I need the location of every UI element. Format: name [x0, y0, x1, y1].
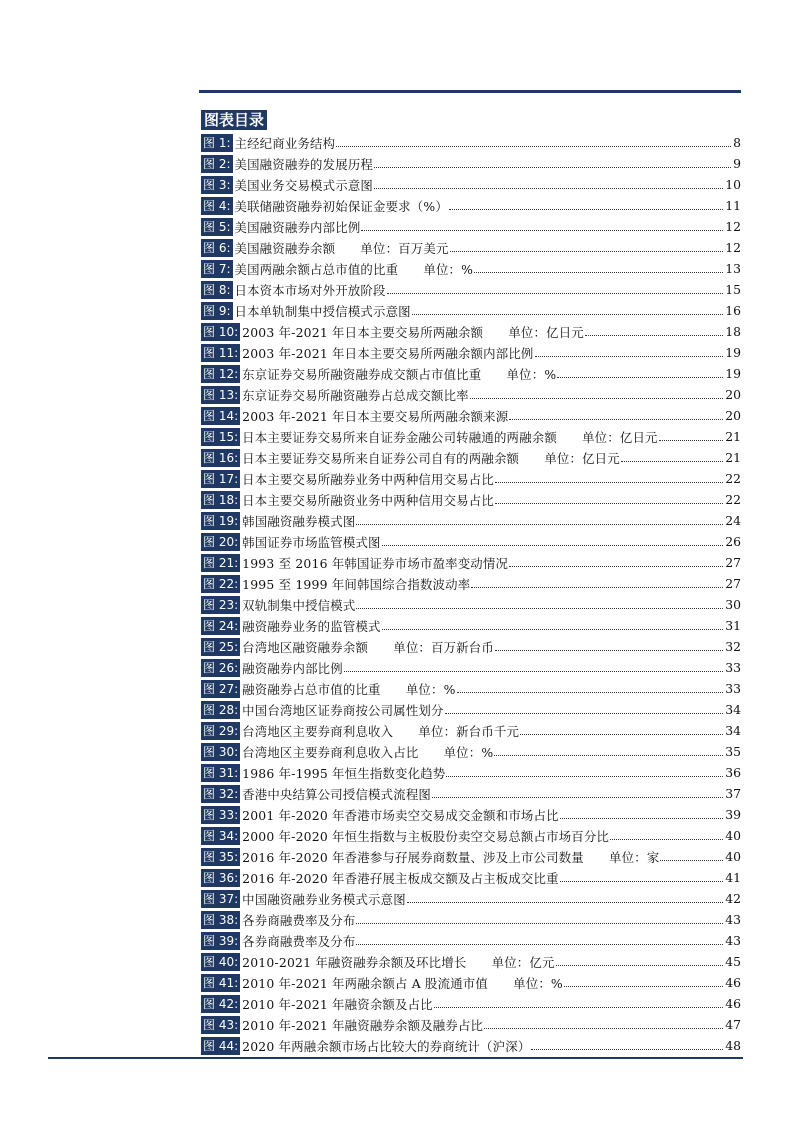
dot-leader	[457, 692, 724, 693]
dot-leader	[520, 734, 723, 735]
toc-heading: 图表目录	[201, 110, 267, 130]
figure-label: 图 33:	[203, 807, 239, 822]
toc-entry[interactable]	[201, 741, 741, 762]
page-number: 41	[725, 870, 741, 885]
page-number: 47	[725, 1017, 741, 1032]
figure-label: 图 7:	[203, 261, 231, 276]
dot-leader	[336, 146, 731, 147]
toc-entry[interactable]	[201, 384, 741, 405]
toc-entry[interactable]	[201, 930, 741, 951]
dot-leader	[560, 818, 724, 819]
figure-title[interactable]: 美国融资融券的发展历程	[234, 156, 373, 172]
toc-entry[interactable]	[201, 279, 741, 300]
toc-entry[interactable]	[201, 489, 741, 510]
figure-label: 图 37:	[203, 891, 239, 906]
toc-entry[interactable]	[201, 615, 741, 636]
figure-title[interactable]: 台湾地区融资融券余额 单位：百万新台币	[242, 639, 494, 655]
figure-label: 图 34:	[203, 828, 239, 843]
figure-label: 图 11:	[203, 345, 239, 360]
dot-leader	[356, 923, 723, 924]
figure-label: 图 2:	[203, 156, 231, 171]
figure-label: 图 17:	[203, 471, 239, 486]
page-number: 34	[725, 723, 741, 738]
dot-leader	[382, 545, 724, 546]
figure-label: 图 26:	[203, 660, 239, 675]
dot-leader	[560, 881, 724, 882]
figure-title[interactable]: 韩国融资融券模式图	[242, 513, 356, 529]
toc-entry[interactable]	[201, 342, 741, 363]
toc-entry[interactable]	[201, 153, 741, 174]
page-number: 10	[725, 177, 741, 192]
page-number: 20	[725, 408, 741, 423]
toc-entry[interactable]	[201, 678, 741, 699]
figure-title[interactable]: 东京证券交易所融资融券占总成交额比率	[242, 387, 469, 403]
figure-title[interactable]: 融资融券内部比例	[242, 660, 343, 676]
figure-title[interactable]: 台湾地区主要券商利息收入占比 单位：%	[242, 744, 494, 760]
toc-entry[interactable]	[201, 951, 741, 972]
figure-title[interactable]: 各券商融费率及分布	[242, 912, 356, 928]
figure-label: 图 27:	[203, 681, 239, 696]
toc-entry[interactable]	[201, 426, 741, 447]
toc-entry[interactable]	[201, 720, 741, 741]
toc-entry[interactable]	[201, 216, 741, 237]
figure-label: 图 5:	[203, 219, 231, 234]
page-number: 21	[725, 429, 741, 444]
page-number: 36	[725, 765, 741, 780]
toc-entry[interactable]	[201, 468, 741, 489]
figure-label: 图 21:	[203, 555, 239, 570]
dot-leader	[495, 650, 723, 651]
page-number: 27	[725, 555, 741, 570]
figure-title[interactable]: 2010-2021 年融资融券余额及环比增长 单位：亿元	[242, 954, 555, 970]
figure-label: 图 36:	[203, 870, 239, 885]
figure-title[interactable]: 2010 年-2021 年融资余额及占比	[242, 996, 433, 1012]
page-number: 33	[725, 660, 741, 675]
dot-leader	[474, 272, 723, 273]
dot-leader	[382, 629, 724, 630]
page-number: 31	[725, 618, 741, 633]
page-number: 46	[725, 996, 741, 1011]
toc-entry[interactable]	[201, 846, 741, 867]
dot-leader	[495, 482, 723, 483]
toc-entry[interactable]	[201, 972, 741, 993]
figure-title[interactable]: 美国融资融券余额 单位：百万美元	[234, 240, 449, 256]
toc-entry[interactable]	[201, 573, 741, 594]
page-number: 20	[725, 387, 741, 402]
toc-entry[interactable]	[201, 174, 741, 195]
page-number: 43	[725, 912, 741, 927]
figure-title[interactable]: 1993 至 2016 年韩国证券市场市盈率变动情况	[242, 555, 509, 571]
figure-title[interactable]: 各券商融费率及分布	[242, 933, 356, 949]
figure-title[interactable]: 中国融资融券业务模式示意图	[242, 891, 406, 907]
dot-leader	[564, 986, 723, 987]
figure-title[interactable]: 2020 年两融余额市场占比较大的券商统计（沪深）	[242, 1038, 531, 1054]
page-number: 42	[725, 891, 741, 906]
figure-title[interactable]: 美国业务交易模式示意图	[234, 177, 373, 193]
dot-leader	[659, 440, 724, 441]
figure-title[interactable]: 2010 年-2021 年融资融券余额及融券占比	[242, 1017, 484, 1033]
figure-title[interactable]: 主经纪商业务结构	[234, 135, 336, 151]
dot-leader	[557, 377, 723, 378]
toc-entry[interactable]	[201, 195, 741, 216]
figure-label: 图 8:	[203, 282, 231, 297]
figure-label: 图 1:	[203, 135, 231, 150]
figure-title[interactable]: 东京证券交易所融资融券成交额占市值比重 单位：%	[242, 366, 557, 382]
dot-leader	[471, 587, 723, 588]
toc-entry[interactable]	[201, 888, 741, 909]
page-number: 19	[725, 366, 741, 381]
figure-label: 图 18:	[203, 492, 239, 507]
page-number: 26	[725, 534, 741, 549]
toc-entry[interactable]	[201, 447, 741, 468]
figure-title[interactable]: 融资融券占总市值的比重 单位：%	[242, 681, 456, 697]
toc-entry[interactable]	[201, 321, 741, 342]
figure-title[interactable]: 2003 年-2021 年日本主要交易所两融余额来源	[242, 408, 509, 424]
page-number: 21	[725, 450, 741, 465]
figure-label: 图 15:	[203, 429, 239, 444]
dot-leader	[610, 839, 723, 840]
toc-entry[interactable]	[201, 237, 741, 258]
figure-title[interactable]: 台湾地区主要券商利息收入 单位：新台币千元	[242, 723, 520, 739]
dot-leader	[445, 713, 724, 714]
toc-entry[interactable]	[201, 804, 741, 825]
page-number: 22	[725, 492, 741, 507]
dot-leader	[660, 860, 723, 861]
figure-title[interactable]: 1986 年-1995 年恒生指数变化趋势	[242, 765, 446, 781]
figure-label: 图 24:	[203, 618, 239, 633]
figure-title[interactable]: 2003 年-2021 年日本主要交易所两融余额内部比例	[242, 345, 534, 361]
toc-entry[interactable]	[201, 132, 741, 153]
figure-title[interactable]: 日本主要交易所融券业务中两种信用交易占比	[242, 471, 494, 487]
figure-title[interactable]: 2001 年-2020 年香港市场卖空交易成交金额和市场占比	[242, 807, 559, 823]
dot-leader	[585, 335, 723, 336]
toc-entry[interactable]	[201, 594, 741, 615]
dot-leader	[509, 419, 723, 420]
toc-entry[interactable]	[201, 867, 741, 888]
figure-title[interactable]: 双轨制集中授信模式	[242, 597, 356, 613]
toc-entry[interactable]	[201, 300, 741, 321]
figure-label: 图 10:	[203, 324, 239, 339]
figure-title[interactable]: 韩国证券市场监管模式图	[242, 534, 381, 550]
page-number: 9	[733, 156, 741, 171]
page-number: 30	[725, 597, 741, 612]
figure-label: 图 25:	[203, 639, 239, 654]
dot-leader	[470, 398, 723, 399]
figure-label: 图 28:	[203, 702, 239, 717]
page-number: 33	[725, 681, 741, 696]
figure-title[interactable]: 日本主要证券交易所来自证券金融公司转融通的两融余额 单位：亿日元	[242, 429, 658, 445]
dot-leader	[412, 314, 723, 315]
page-number: 19	[725, 345, 741, 360]
figure-title[interactable]: 日本主要交易所融资业务中两种信用交易占比	[242, 492, 494, 508]
figure-title[interactable]: 2003 年-2021 年日本主要交易所两融余额 单位：亿日元	[242, 324, 584, 340]
dot-leader	[494, 755, 723, 756]
dot-leader	[374, 188, 723, 189]
toc-entry[interactable]	[201, 552, 741, 573]
figure-label: 图 23:	[203, 597, 239, 612]
toc-entry[interactable]	[201, 993, 741, 1014]
figure-label: 图 39:	[203, 933, 239, 948]
figure-label: 图 19:	[203, 513, 239, 528]
dot-leader	[356, 524, 723, 525]
dot-leader	[374, 167, 731, 168]
figure-label: 图 22:	[203, 576, 239, 591]
dot-leader	[556, 965, 724, 966]
figure-title[interactable]: 2016 年-2020 年香港参与孖展券商数量、涉及上市公司数量 单位：家	[242, 849, 660, 865]
page-number: 35	[725, 744, 741, 759]
page-number: 16	[725, 303, 741, 318]
toc-entry[interactable]	[201, 405, 741, 426]
figure-label: 图 35:	[203, 849, 239, 864]
page-number: 12	[725, 219, 741, 234]
toc-entry[interactable]	[201, 699, 741, 720]
dot-leader	[450, 251, 724, 252]
figure-label: 图 13:	[203, 387, 239, 402]
page-number: 24	[725, 513, 741, 528]
figure-label: 图 16:	[203, 450, 239, 465]
page-number: 13	[725, 261, 741, 276]
page-number: 15	[725, 282, 741, 297]
dot-leader	[344, 671, 723, 672]
page-number: 34	[725, 702, 741, 717]
toc-entry[interactable]	[201, 531, 741, 552]
toc-entry[interactable]	[201, 363, 741, 384]
page-number: 18	[725, 324, 741, 339]
toc-entry[interactable]	[201, 783, 741, 804]
footer-rule	[48, 1057, 743, 1059]
dot-leader	[434, 1007, 723, 1008]
figure-label: 图 31:	[203, 765, 239, 780]
dot-leader	[531, 1049, 723, 1050]
figure-label: 图 9:	[203, 303, 231, 318]
figure-title[interactable]: 日本资本市场对外开放阶段	[234, 282, 386, 298]
toc-entry[interactable]	[201, 909, 741, 930]
page-number: 22	[725, 471, 741, 486]
figure-title[interactable]: 2010 年-2021 年两融余额占 A 股流通市值 单位：%	[242, 975, 563, 991]
figure-label: 图 12:	[203, 366, 239, 381]
toc-entry[interactable]	[201, 825, 741, 846]
page-number: 48	[725, 1038, 741, 1053]
dot-leader	[535, 356, 724, 357]
figure-title[interactable]: 2016 年-2020 年香港孖展主板成交额及占主板成交比重	[242, 870, 559, 886]
page-number: 8	[733, 135, 741, 150]
figure-label: 图 29:	[203, 723, 239, 738]
figure-label: 图 6:	[203, 240, 231, 255]
figure-label: 图 20:	[203, 534, 239, 549]
dot-leader	[446, 776, 723, 777]
toc-entry[interactable]	[201, 636, 741, 657]
dot-leader	[356, 608, 723, 609]
page-number: 39	[725, 807, 741, 822]
page-number: 12	[725, 240, 741, 255]
dot-leader	[621, 461, 723, 462]
figure-label: 图 32:	[203, 786, 239, 801]
figure-title[interactable]: 美国融资融券内部比例	[234, 219, 361, 235]
dot-leader	[495, 503, 723, 504]
dot-leader	[387, 293, 724, 294]
dot-leader	[432, 797, 723, 798]
figure-label: 图 38:	[203, 912, 239, 927]
toc-entry[interactable]	[201, 510, 741, 531]
page-number: 37	[725, 786, 741, 801]
figure-title[interactable]: 日本单轨制集中授信模式示意图	[234, 303, 411, 319]
page-number: 11	[725, 198, 741, 213]
figure-title[interactable]: 香港中央结算公司授信模式流程图	[242, 786, 431, 802]
toc-entry[interactable]	[201, 762, 741, 783]
dot-leader	[407, 902, 723, 903]
header-rule	[199, 90, 741, 93]
dot-leader	[484, 1028, 723, 1029]
page-number: 27	[725, 576, 741, 591]
figure-title[interactable]: 美联储融资融券初始保证金要求（%）	[234, 198, 448, 214]
figure-label: 图 3:	[203, 177, 231, 192]
figure-label: 图 30:	[203, 744, 239, 759]
figure-label: 图 4:	[203, 198, 231, 213]
figure-toc-list	[201, 132, 741, 1056]
figure-label: 图 14:	[203, 408, 239, 423]
figure-title[interactable]: 2000 年-2020 年恒生指数与主板股份卖空交易总额占市场百分比	[242, 828, 610, 844]
page-number: 40	[725, 849, 741, 864]
toc-entry[interactable]	[201, 1035, 741, 1056]
figure-label: 图 40:	[203, 954, 239, 969]
figure-label: 图 44:	[203, 1038, 239, 1053]
figure-title[interactable]: 日本主要证券交易所来自证券公司自有的两融余额 单位：亿日元	[242, 450, 620, 466]
page-number: 46	[725, 975, 741, 990]
page-number: 40	[725, 828, 741, 843]
dot-leader	[361, 230, 723, 231]
page-number: 32	[725, 639, 741, 654]
toc-entry[interactable]	[201, 657, 741, 678]
dot-leader	[356, 944, 723, 945]
dot-leader	[509, 566, 723, 567]
figure-title[interactable]: 中国台湾地区证券商按公司属性划分	[242, 702, 444, 718]
toc-entry[interactable]	[201, 1014, 741, 1035]
figure-title[interactable]: 美国两融余额占总市值的比重 单位：%	[234, 261, 474, 277]
figure-label: 图 42:	[203, 996, 239, 1011]
dot-leader	[449, 209, 723, 210]
figure-label: 图 41:	[203, 975, 239, 990]
figure-title[interactable]: 融资融券业务的监管模式	[242, 618, 381, 634]
toc-entry[interactable]	[201, 258, 741, 279]
figure-label: 图 43:	[203, 1017, 239, 1032]
figure-title[interactable]: 1995 至 1999 年间韩国综合指数波动率	[242, 576, 471, 592]
page-number: 45	[725, 954, 741, 969]
page-number: 43	[725, 933, 741, 948]
